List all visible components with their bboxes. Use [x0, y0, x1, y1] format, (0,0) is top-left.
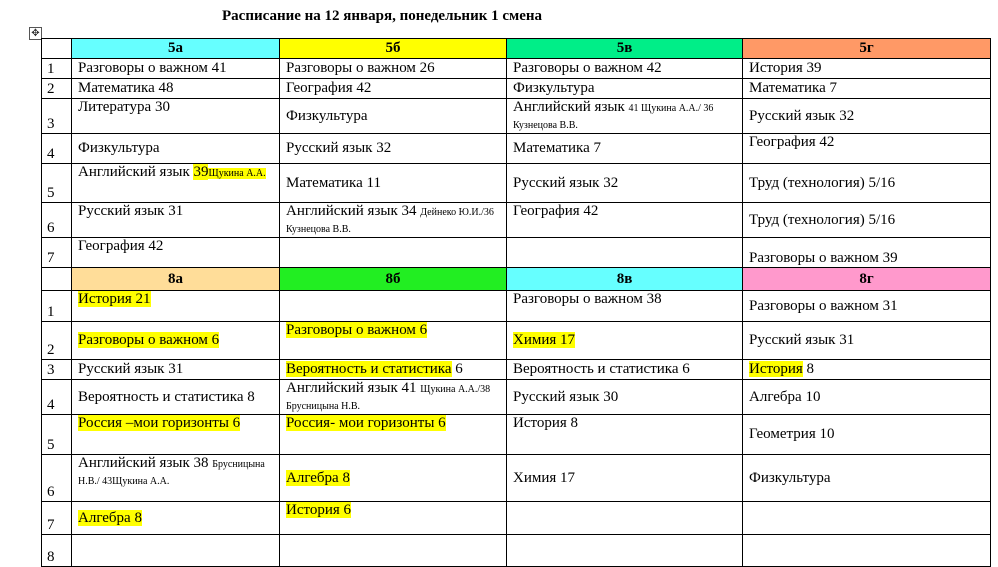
lesson-cell: [743, 134, 991, 164]
highlighted-text: Разговоры о важном 6: [286, 322, 428, 338]
teacher-note-highlighted: Щукина А.А.: [208, 168, 266, 179]
highlighted-text: Разговоры о важном 6: [78, 332, 220, 348]
subject-text: Разговоры о важном 39: [749, 250, 898, 266]
lesson-cell: [507, 79, 743, 99]
lesson-cell: [507, 502, 743, 535]
subject-text: Английский язык: [513, 99, 625, 115]
table-row: [42, 322, 991, 360]
table-row: [42, 455, 991, 502]
lesson-cell: [280, 99, 507, 134]
subject-text: Вероятность и статистика 8: [78, 388, 255, 405]
class-header-5а: [72, 39, 280, 59]
subject-text: Литература 30: [78, 99, 170, 115]
lesson-number-label: 4: [47, 397, 55, 413]
subject-text: История 39: [749, 60, 822, 76]
lesson-cell: [743, 415, 991, 455]
lesson-cell: [743, 291, 991, 322]
lesson-cell: [507, 203, 743, 238]
lesson-number-label: 4: [47, 146, 55, 162]
lesson-cell: [507, 291, 743, 322]
subject-text: Английский язык 41: [286, 380, 417, 396]
lesson-cell: [72, 415, 280, 455]
highlighted-text: Алгебра 8: [286, 469, 350, 486]
table-row: [42, 59, 991, 79]
lesson-number-label: 7: [47, 250, 55, 266]
subject-text: История 8: [513, 415, 579, 431]
lesson-cell: [280, 455, 507, 502]
lesson-cell: [280, 502, 507, 535]
subject-tail: 6: [451, 361, 463, 377]
table-row: [42, 502, 991, 535]
lesson-number-label: 8: [47, 549, 55, 565]
table-row: [42, 380, 991, 415]
lesson-cell: [280, 322, 507, 360]
table-row: [42, 238, 991, 268]
lesson-number: [42, 291, 72, 322]
lesson-cell: [743, 502, 991, 535]
table-row: [42, 360, 991, 380]
subject-text: Русский язык 32: [286, 140, 392, 156]
lesson-cell: [507, 134, 743, 164]
subject-text: География 42: [749, 134, 835, 150]
header-corner-cell: [42, 268, 72, 291]
lesson-number: [42, 238, 72, 268]
subject-text: Математика 48: [78, 80, 174, 96]
highlighted-text: Россия –мои горизонты 6: [78, 415, 241, 431]
lesson-cell: [280, 238, 507, 268]
subject-text: Русский язык 32: [513, 174, 619, 191]
subject-text: Химия 17: [513, 469, 576, 486]
lesson-cell: [743, 238, 991, 268]
move-handle-icon[interactable]: ✥: [29, 27, 42, 40]
lesson-number-label: 3: [47, 116, 55, 132]
subject-text: Английский язык: [78, 164, 190, 180]
lesson-cell: [72, 59, 280, 79]
lesson-number: [42, 535, 72, 567]
subject-text: Физкультура: [513, 80, 595, 96]
table-row: [42, 99, 991, 134]
class-header-5в: [507, 39, 743, 59]
table-row: [42, 164, 991, 203]
block1-header-row: [42, 39, 991, 59]
subject-text: Разговоры о важном 38: [513, 291, 662, 307]
page-title: Расписание на 12 января, понедельник 1 смена: [222, 8, 543, 24]
lesson-cell: [507, 238, 743, 268]
lesson-cell: [743, 380, 991, 415]
class-header-label: 5б: [385, 40, 401, 56]
subject-text: Английский язык 38: [78, 455, 209, 471]
class-header-label: 8а: [168, 270, 183, 287]
lesson-cell: [280, 164, 507, 203]
block2-header-row: [42, 268, 991, 291]
lesson-cell: [72, 99, 280, 134]
lesson-cell: [72, 502, 280, 535]
lesson-number: [42, 415, 72, 455]
class-header-label: 5г: [859, 40, 874, 56]
lesson-cell: [280, 79, 507, 99]
lesson-cell: [743, 322, 991, 360]
lesson-cell: [743, 535, 991, 567]
subject-tail: 8: [802, 361, 815, 377]
lesson-cell: [72, 322, 280, 360]
table-row: [42, 134, 991, 164]
class-header-label: 8б: [385, 270, 401, 287]
table-row: [42, 415, 991, 455]
lesson-number-label: 2: [47, 342, 55, 358]
subject-text: Вероятность и статистика 6: [513, 361, 690, 377]
highlighted-text: История 21: [78, 291, 151, 307]
class-header-label: 8в: [616, 270, 633, 287]
lesson-cell: [72, 535, 280, 567]
subject-text: География 42: [286, 80, 372, 96]
lesson-number: [42, 99, 72, 134]
subject-text: География 42: [513, 203, 599, 219]
subject-text: География 42: [78, 238, 164, 254]
subject-text: Математика 7: [749, 80, 838, 96]
lesson-cell: [507, 322, 743, 360]
class-header-5г: [743, 39, 991, 59]
lesson-number: [42, 134, 72, 164]
subject-text: Разговоры о важном 42: [513, 60, 662, 76]
lesson-number: [42, 380, 72, 415]
lesson-cell: [507, 415, 743, 455]
lesson-cell: [507, 164, 743, 203]
subject-text: Русский язык 31: [78, 361, 184, 377]
lesson-number-label: 6: [47, 220, 55, 236]
lesson-cell: [743, 360, 991, 380]
lesson-cell: [280, 59, 507, 79]
lesson-cell: [743, 455, 991, 502]
subject-text: Английский язык 34: [286, 203, 417, 219]
lesson-number-label: 6: [47, 484, 55, 500]
subject-text: Труд (технология) 5/16: [749, 174, 896, 191]
highlighted-text: История 6: [286, 502, 352, 518]
lesson-cell: [72, 360, 280, 380]
subject-text: Русский язык 31: [78, 203, 184, 219]
teacher-note: 41 Щукина А.А./ 36 Кузнецова В.В.: [513, 103, 714, 131]
subject-text: Алгебра 10: [749, 388, 821, 405]
lesson-number: [42, 455, 72, 502]
class-header-8г: [743, 268, 991, 291]
teacher-note: Брусницына Н.В./ 43Щукина А.А.: [78, 459, 265, 487]
header-corner-cell: [42, 39, 72, 59]
subject-text: Разговоры о важном 31: [749, 297, 898, 314]
highlighted-text: Вероятность и статистика: [286, 361, 452, 377]
highlighted-text: Россия- мои горизонты 6: [286, 415, 446, 431]
table-row: [42, 291, 991, 322]
lesson-cell: [507, 380, 743, 415]
highlighted-text: Алгебра 8: [78, 509, 142, 526]
class-header-8в: [507, 268, 743, 291]
lesson-cell: [280, 360, 507, 380]
subject-text: Труд (технология) 5/16: [749, 211, 896, 228]
lesson-number: [42, 502, 72, 535]
lesson-cell: [72, 134, 280, 164]
subject-text: Русский язык 32: [749, 107, 855, 124]
subject-text: Русский язык 31: [749, 332, 855, 348]
subject-text: Физкультура: [78, 140, 160, 156]
class-header-label: 5в: [616, 40, 633, 56]
lesson-cell: [743, 59, 991, 79]
class-header-label: 8г: [859, 270, 874, 287]
lesson-cell: [72, 164, 280, 203]
subject-text: Математика 11: [286, 174, 381, 191]
lesson-cell: [507, 535, 743, 567]
lesson-number: [42, 322, 72, 360]
class-header-5б: [280, 39, 507, 59]
lesson-cell: [280, 203, 507, 238]
highlighted-text: 39: [193, 164, 209, 180]
lesson-cell: [743, 164, 991, 203]
lesson-cell: [743, 79, 991, 99]
highlighted-text: История: [749, 361, 803, 377]
subject-text: Русский язык 30: [513, 388, 619, 405]
lesson-number-label: 1: [47, 61, 55, 77]
table-row: [42, 203, 991, 238]
lesson-number: [42, 79, 72, 99]
lesson-cell: [280, 291, 507, 322]
lesson-cell: [507, 360, 743, 380]
class-header-label: 5а: [168, 40, 183, 56]
subject-text: Математика 7: [513, 140, 602, 156]
lesson-number-label: 7: [47, 517, 55, 533]
lesson-cell: [280, 134, 507, 164]
highlighted-text: Химия 17: [513, 332, 576, 348]
subject-text: Физкультура: [749, 469, 831, 486]
lesson-cell: [72, 203, 280, 238]
lesson-number: [42, 164, 72, 203]
lesson-number-label: 2: [47, 81, 55, 97]
lesson-number-label: 5: [47, 437, 55, 453]
lesson-cell: [507, 99, 743, 134]
lesson-cell: [72, 380, 280, 415]
teacher-note: Щукина А.А./38 Брусницына Н.В.: [286, 384, 491, 412]
subject-text: Разговоры о важном 26: [286, 60, 435, 76]
subject-text: Геометрия 10: [749, 426, 835, 442]
lesson-cell: [72, 238, 280, 268]
lesson-cell: [280, 415, 507, 455]
class-header-8б: [280, 268, 507, 291]
lesson-cell: [507, 59, 743, 79]
lesson-cell: [507, 455, 743, 502]
lesson-cell: [280, 535, 507, 567]
lesson-number: [42, 203, 72, 238]
table-row: [42, 535, 991, 567]
class-header-8а: [72, 268, 280, 291]
subject-text: Физкультура: [286, 107, 368, 124]
lesson-number-label: 3: [47, 362, 55, 378]
schedule-table: [41, 38, 991, 567]
lesson-cell: [72, 455, 280, 502]
lesson-cell: [72, 291, 280, 322]
lesson-number: [42, 59, 72, 79]
lesson-number: [42, 360, 72, 380]
lesson-cell: [72, 79, 280, 99]
lesson-cell: [743, 99, 991, 134]
lesson-number-label: 5: [47, 185, 55, 201]
teacher-note: Дейнеко Ю.И./36 Кузнецова В.В.: [286, 207, 494, 235]
subject-text: Разговоры о важном 41: [78, 60, 227, 76]
lesson-cell: [743, 203, 991, 238]
lesson-number-label: 1: [47, 304, 55, 320]
table-row: [42, 79, 991, 99]
lesson-cell: [280, 380, 507, 415]
